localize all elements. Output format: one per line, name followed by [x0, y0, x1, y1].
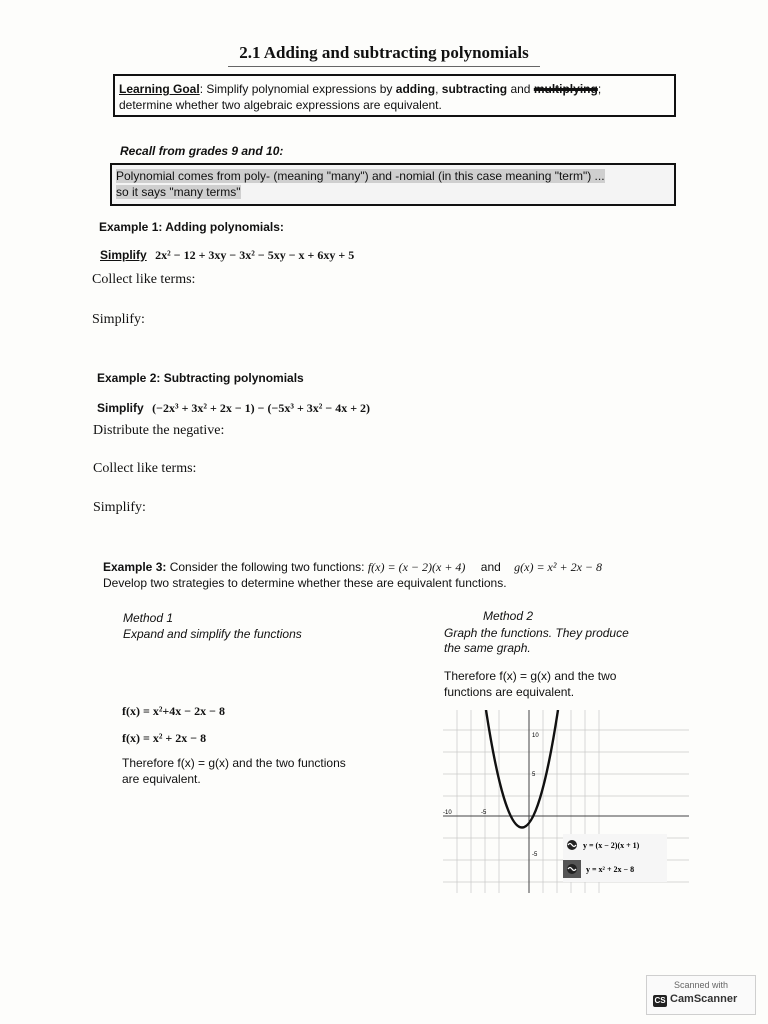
method1-eq2: f(x) = x² + 2x − 8	[122, 731, 207, 745]
legend-entry-1: y = (x − 2)(x + 1)	[583, 841, 640, 850]
learning-goal-and: and	[507, 82, 534, 96]
page-title: 2.1 Adding and subtracting polynomials	[239, 43, 529, 62]
method2-conclusion-1: Therefore f(x) = g(x) and the two	[444, 669, 617, 683]
parabola-curve	[486, 710, 558, 828]
camscanner-watermark	[646, 975, 756, 1015]
example3-line2: Develop two strategies to determine whether these are equivalent functions.	[103, 576, 507, 590]
example1-simplify-label: Simplify	[100, 248, 147, 262]
learning-goal-label: Learning Goal	[119, 82, 200, 96]
example3-intro-text: Consider the following two functions:	[166, 560, 368, 574]
x-tick-neg10: -10	[443, 810, 452, 816]
method1-title: Method 1	[123, 611, 174, 625]
example1-step-collect: Collect like terms:	[92, 272, 196, 287]
example2-step-distribute: Distribute the negative:	[93, 423, 225, 438]
word-multiplying-struck: multiplying	[533, 82, 598, 96]
example2-expression: (−2x³ + 3x² + 2x − 1) − (−5x³ + 3x² − 4x + 2)	[152, 401, 371, 415]
graph-legend	[563, 834, 667, 882]
word-subtracting: subtracting	[441, 82, 508, 96]
method2-title: Method 2	[483, 609, 534, 623]
recall-box	[110, 163, 676, 206]
example2-step-collect: Collect like terms:	[93, 461, 197, 476]
example1-heading: Example 1: Adding polynomials:	[99, 220, 284, 234]
example3-f: f(x) = (x − 2)(x + 4)	[367, 560, 466, 574]
example3-intro	[103, 560, 602, 575]
example1-problem	[100, 246, 354, 264]
example1-step-simplify: Simplify:	[92, 312, 145, 327]
y-tick-5: 5	[532, 772, 536, 778]
method2-conclusion-2: functions are equivalent.	[444, 685, 575, 699]
example2-heading: Example 2: Subtracting polynomials	[97, 371, 304, 385]
example1-expression: 2x² − 12 + 3xy − 3x² − 5xy − x + 6xy + 5	[155, 248, 355, 262]
x-tick-neg5: -5	[481, 810, 487, 816]
method1-desc: Expand and simplify the functions	[123, 627, 302, 641]
example2-simplify-label: Simplify	[97, 401, 144, 415]
method1-conclusion-1: Therefore f(x) = g(x) and the two functions	[122, 756, 346, 770]
scanner-name: CamScanner	[670, 993, 738, 1005]
learning-goal-comma: ,	[435, 82, 442, 96]
legend-entry-2: y = x² + 2x − 8	[586, 865, 635, 874]
y-tick-neg5: -5	[532, 852, 538, 858]
method2-desc-1: Graph the functions. They produce	[444, 626, 629, 640]
learning-goal-box	[113, 74, 676, 117]
function-graph	[443, 710, 689, 893]
example2-problem	[97, 399, 370, 417]
learning-goal-semicolon: ;	[597, 82, 602, 96]
example2-step-simplify: Simplify:	[93, 500, 146, 515]
example3-heading: Example 3:	[103, 560, 167, 574]
camscanner-logo-icon: CS	[654, 996, 666, 1005]
example3-g: g(x) = x² + 2x − 8	[514, 560, 603, 574]
example3-and: and	[480, 560, 501, 574]
title-underline	[228, 66, 540, 67]
method1-conclusion-2: are equivalent.	[122, 772, 201, 786]
word-adding: adding	[395, 82, 436, 96]
method1-eq1: f(x) = x²+4x − 2x − 8	[122, 704, 225, 718]
scanner-top-text: Scanned with	[673, 980, 729, 990]
recall-highlighted-text: Polynomial comes from poly- (meaning "many") and -nomial (in this case meaning "term") ...	[116, 169, 605, 183]
learning-goal-line2: determine whether two algebraic expressions are equivalent.	[119, 98, 442, 112]
recall-line2: so it says "many terms"	[116, 185, 241, 199]
method2-desc-2: the same graph.	[444, 641, 531, 655]
recall-label: Recall from grades 9 and 10:	[120, 144, 284, 158]
learning-goal-text-a: : Simplify polynomial expressions by	[199, 82, 396, 96]
y-tick-10: 10	[532, 733, 539, 739]
